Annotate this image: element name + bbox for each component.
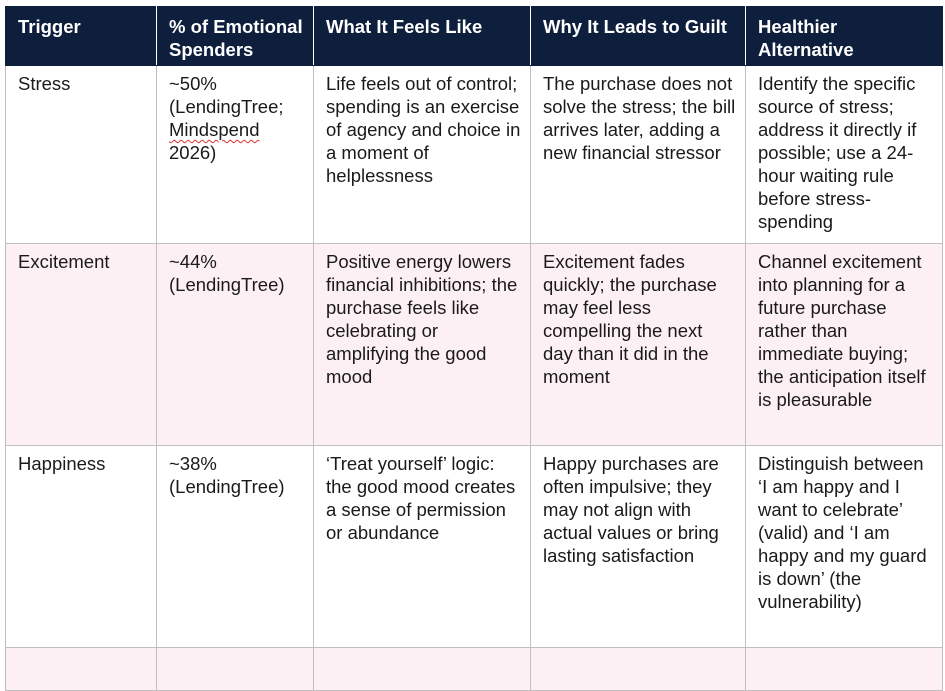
percent-value: ~38% bbox=[169, 453, 217, 474]
header-why-guilt: Why It Leads to Guilt bbox=[531, 7, 746, 66]
source-suffix: 2026) bbox=[169, 142, 217, 163]
table-row-partial bbox=[6, 648, 943, 691]
cell-trigger: Stress bbox=[6, 66, 157, 244]
cell-alternative: Identify the specific source of stress; address it directly if possible; use a 24-hour waiting rule before stress-spending bbox=[746, 66, 943, 244]
cell-alternative: Channel excitement into planning for a future purchase rather than immediate buying; the anticipation itself is pleasurable bbox=[746, 244, 943, 446]
cell-empty bbox=[531, 648, 746, 691]
cell-why-guilt: Happy purchases are often impulsive; they may not align with actual values or bring lasting satisfaction bbox=[531, 446, 746, 648]
cell-why-guilt: The purchase does not solve the stress; the bill arrives later, adding a new financial stressor bbox=[531, 66, 746, 244]
source-prefix: (LendingTree; bbox=[169, 96, 284, 117]
percent-value: ~44% bbox=[169, 251, 217, 272]
cell-percent bbox=[157, 446, 314, 648]
cell-feels-like: ‘Treat yourself’ logic: the good mood creates a sense of permission or abundance bbox=[314, 446, 531, 648]
source-label: (LendingTree) bbox=[169, 274, 285, 295]
table-header bbox=[6, 7, 943, 66]
cell-feels-like: Life feels out of control; spending is an exercise of agency and choice in a moment of helplessness bbox=[314, 66, 531, 244]
cell-feels-like: Positive energy lowers financial inhibitions; the purchase feels like celebrating or amplifying the good mood bbox=[314, 244, 531, 446]
cell-empty bbox=[6, 648, 157, 691]
cell-empty bbox=[746, 648, 943, 691]
table-row bbox=[6, 244, 943, 446]
header-feels-like: What It Feels Like bbox=[314, 7, 531, 66]
header-trigger: Trigger bbox=[6, 7, 157, 66]
cell-empty bbox=[314, 648, 531, 691]
cell-percent bbox=[157, 244, 314, 446]
header-alternative: Healthier Alternative bbox=[746, 7, 943, 66]
percent-value: ~50% bbox=[169, 73, 217, 94]
header-row bbox=[6, 7, 943, 66]
cell-percent bbox=[157, 66, 314, 244]
emotional-spending-table bbox=[5, 6, 943, 691]
table-body bbox=[6, 66, 943, 691]
header-percent: % of Emotional Spenders bbox=[157, 7, 314, 66]
cell-alternative: Distinguish between ‘I am happy and I want to celebrate’ (valid) and ‘I am happy and my guard is down’ (the vulnerability) bbox=[746, 446, 943, 648]
table-row bbox=[6, 66, 943, 244]
cell-empty bbox=[157, 648, 314, 691]
source-label: (LendingTree) bbox=[169, 476, 285, 497]
cell-trigger: Happiness bbox=[6, 446, 157, 648]
cell-trigger: Excitement bbox=[6, 244, 157, 446]
table-row bbox=[6, 446, 943, 648]
cell-why-guilt: Excitement fades quickly; the purchase may feel less compelling the next day than it did in the moment bbox=[531, 244, 746, 446]
spellcheck-flagged-word: Mindspend bbox=[169, 119, 260, 140]
